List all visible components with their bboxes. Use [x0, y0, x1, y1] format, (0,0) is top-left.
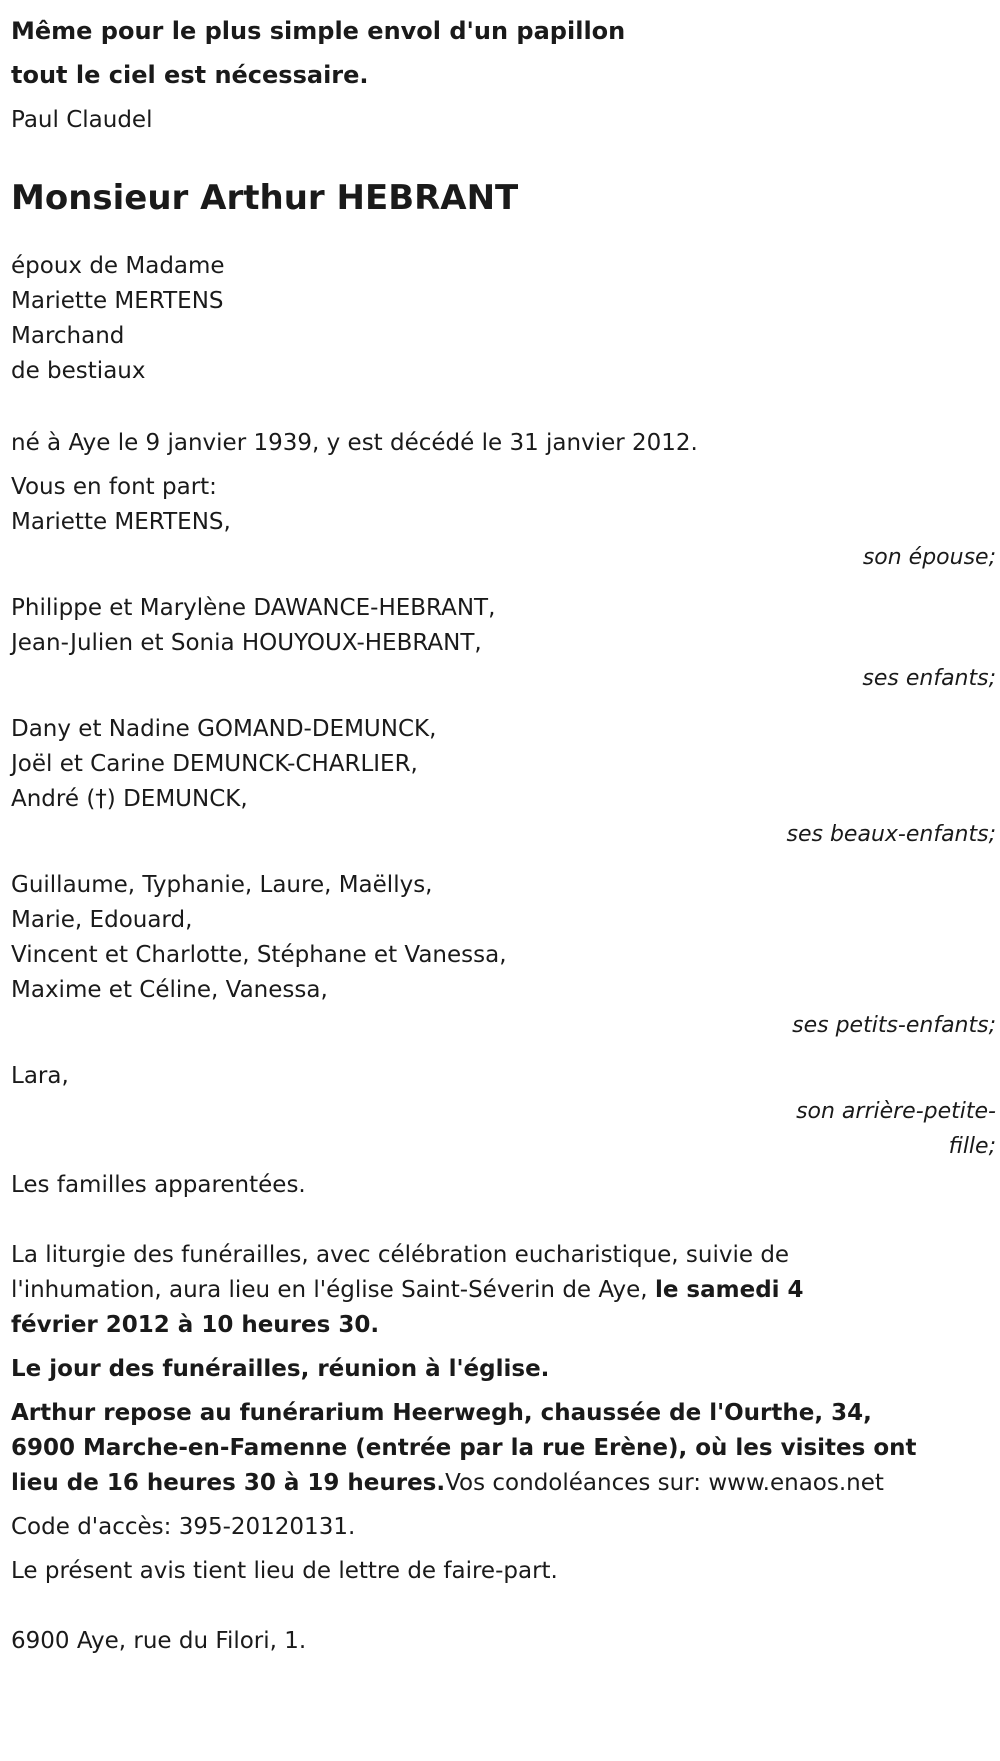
family-relation-line-2: fille; [948, 1134, 996, 1159]
family-name: Vincent et Charlotte, Stéphane et Vanessa, [11, 942, 507, 968]
deceased-dates: né à Aye le 9 janvier 1939, y est décédé le 31 janvier 2012. [11, 430, 698, 456]
family-name: Marie, Edouard, [11, 907, 193, 933]
liturgy-date-part-1: le samedi 4 [654, 1277, 804, 1303]
family-relation-line-1: son arrière-petite- [796, 1099, 996, 1124]
family-group-spouse [11, 502, 996, 578]
family-name: Joël et Carine DEMUNCK-CHARLIER, [11, 751, 418, 777]
rest-line-3 [11, 1463, 996, 1503]
spouse-line-1: époux de Madame [11, 253, 225, 279]
rest-line-2: 6900 Marche-en-Famenne (entrée par la rue Erène), où les visites ont [11, 1435, 917, 1461]
family-name: Maxime et Céline, Vanessa, [11, 977, 328, 1003]
profession-line-1: Marchand [11, 323, 125, 349]
family-group-step-children [11, 709, 996, 855]
deceased-details [11, 246, 996, 391]
rest-line-1: Arthur repose au funérarium Heerwegh, chaussée de l'Ourthe, 34, [11, 1400, 872, 1426]
visiting-hours: lieu de 16 heures 30 à 19 heures. [11, 1470, 446, 1496]
announcement-intro: Vous en font part: [11, 474, 217, 500]
liturgy-line-1: La liturgie des funérailles, avec célébration eucharistique, suivie de [11, 1242, 790, 1268]
profession-line-2: de bestiaux [11, 358, 146, 384]
announcement [11, 467, 996, 1205]
family-name: Dany et Nadine GOMAND-DEMUNCK, [11, 716, 437, 742]
family-name: André (†) DEMUNCK, [11, 786, 248, 812]
quote-author: Paul Claudel [11, 107, 153, 133]
spouse-line-2: Mariette MERTENS [11, 288, 224, 314]
family-name: Lara, [11, 1063, 69, 1089]
deceased-name: Monsieur Arthur HEBRANT [11, 178, 519, 218]
family-name: Mariette MERTENS, [11, 509, 231, 535]
access-code: Code d'accès: 395-20120131. [11, 1514, 356, 1540]
funeral-rest [11, 1393, 996, 1503]
family-relation: son épouse; [862, 545, 996, 570]
family-name: Jean-Julien et Sonia HOUYOUX-HEBRANT, [11, 630, 482, 656]
notice-text: Le présent avis tient lieu de lettre de faire-part. [11, 1558, 558, 1584]
family-name: Guillaume, Typhanie, Laure, Maëllys, [11, 872, 433, 898]
condolences-text: Vos condoléances sur: www.enaos.net [445, 1470, 884, 1496]
family-group-children [11, 588, 996, 699]
quote-line-1: Même pour le plus simple envol d'un papillon [11, 17, 626, 45]
funeral-liturgy [11, 1235, 996, 1345]
address: 6900 Aye, rue du Filori, 1. [11, 1628, 307, 1654]
liturgy-line-2 [11, 1270, 996, 1310]
family-name: Philippe et Marylène DAWANCE-HEBRANT, [11, 595, 496, 621]
family-group-great-grandchild [11, 1056, 996, 1167]
funeral-meeting: Le jour des funérailles, réunion à l'église. [11, 1356, 550, 1382]
family-relation: ses petits-enfants; [792, 1013, 996, 1038]
family-relation: ses enfants; [862, 666, 996, 691]
related-families: Les familles apparentées. [11, 1172, 306, 1198]
obituary-content [11, 6, 996, 1661]
quote-line-2: tout le ciel est nécessaire. [11, 61, 369, 89]
liturgy-line-2-text: l'inhumation, aura lieu en l'église Saint-Séverin de Aye, [11, 1277, 655, 1303]
liturgy-date-part-2: février 2012 à 10 heures 30. [11, 1312, 380, 1338]
family-group-grandchildren [11, 865, 996, 1046]
family-relation: ses beaux-enfants; [786, 822, 996, 847]
